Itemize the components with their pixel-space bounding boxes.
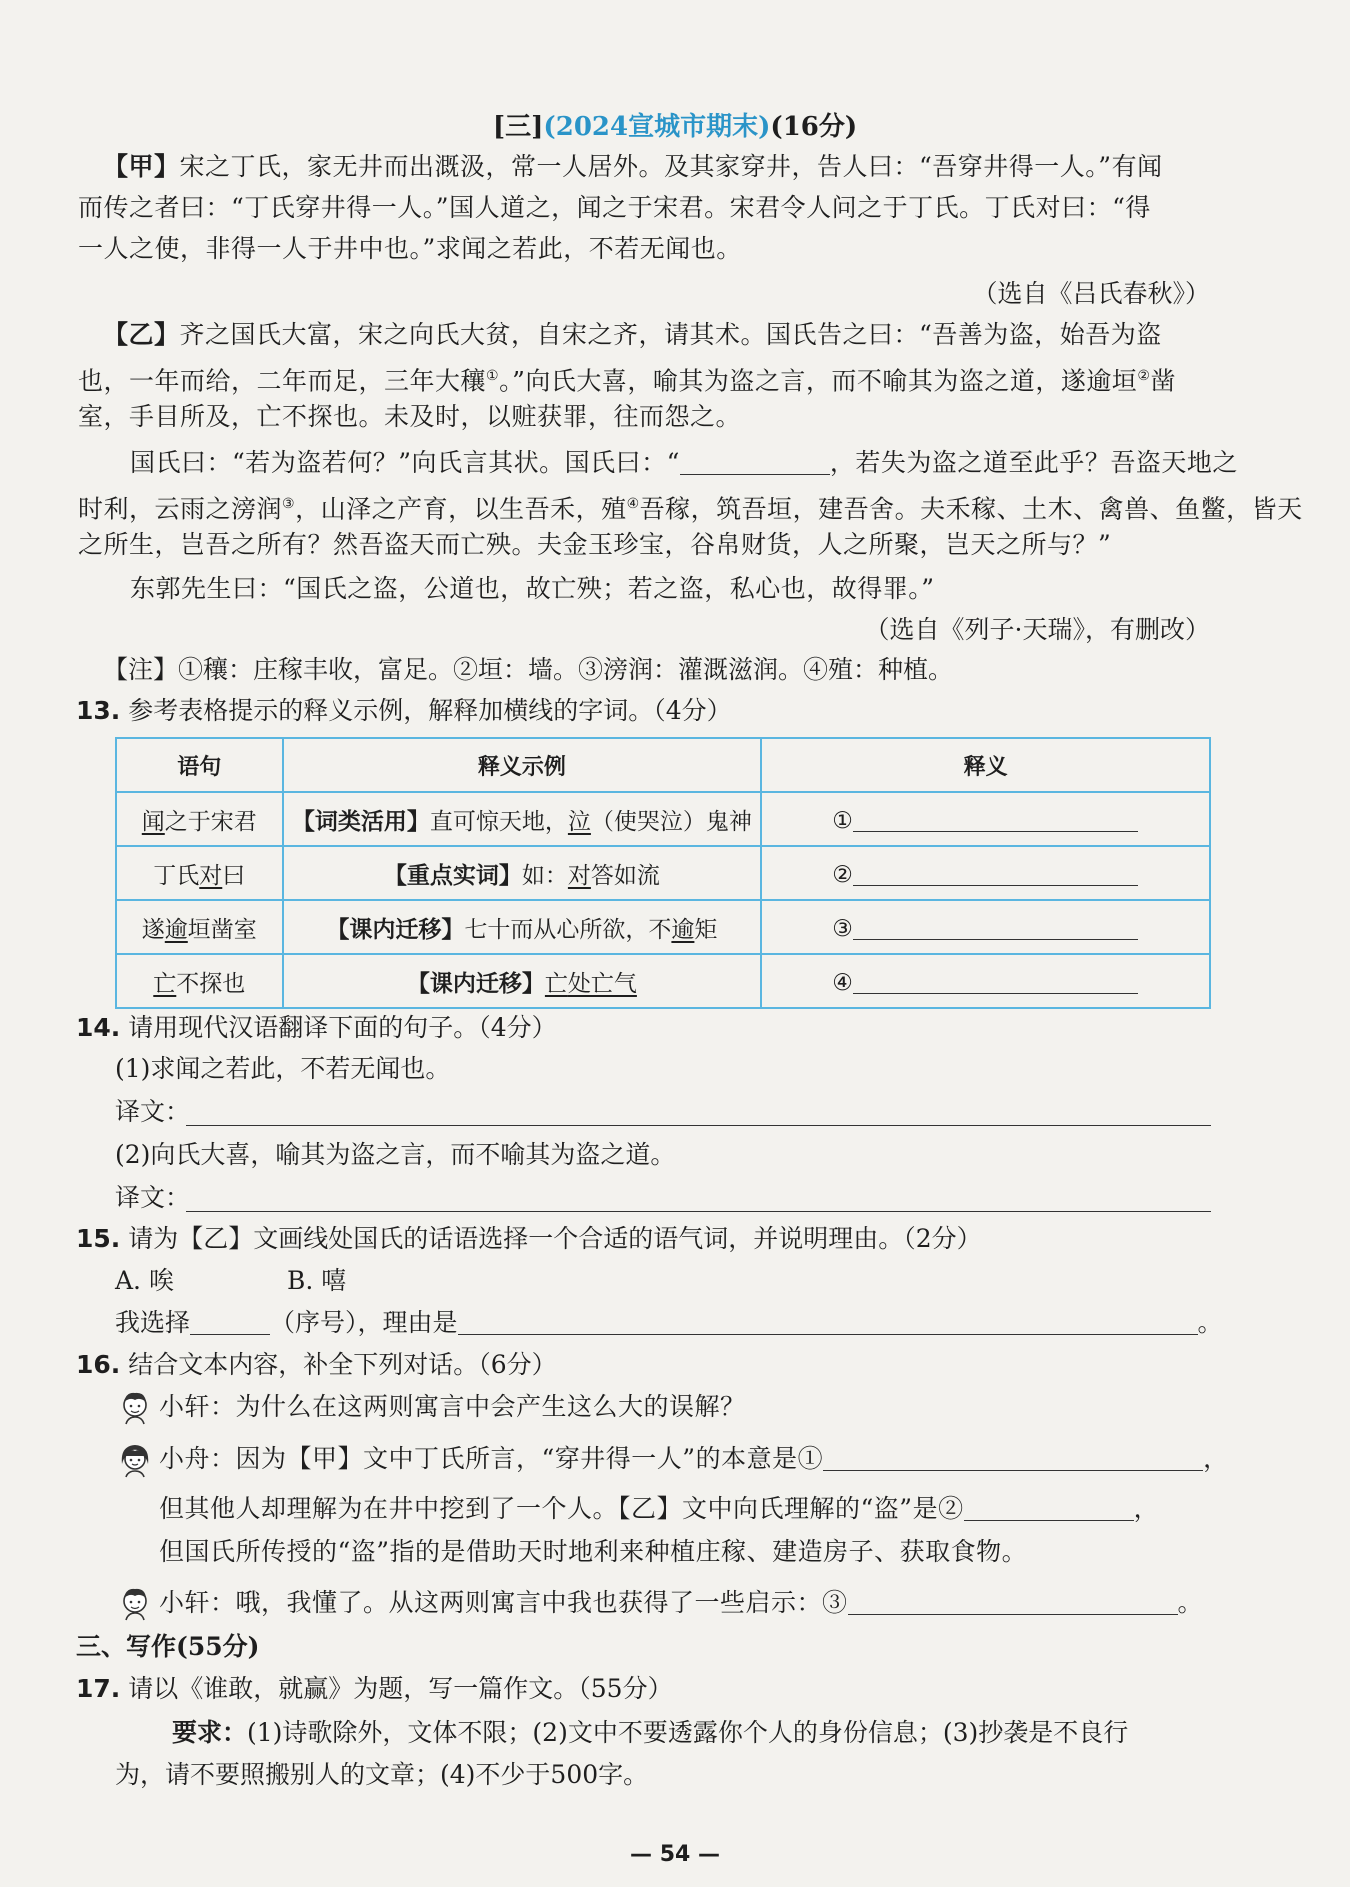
- table-header-row: [116, 738, 1210, 792]
- passage-b-line-7: 东郭先生曰：“国氏之盗，公道也，故亡殃；若之盗，私心也，故得罪。”: [130, 574, 935, 603]
- table-header: 语句: [116, 738, 283, 792]
- boy-avatar-icon: [118, 1585, 152, 1621]
- notes: 【注】①穰：庄稼丰收，富足。②垣：墙。③滂润：灌溉滋润。④殖：种植。: [103, 655, 954, 684]
- requirements-label: 要求：: [172, 1718, 248, 1747]
- passage-b-line-6: 之所生，岂吾之所有？然吾盗天而亡殃。夫金玉珍宝，谷帛财货，人之所聚，岂天之所与？”: [78, 530, 1112, 559]
- example-cell: 【课内迁移】亡处亡气: [283, 954, 762, 1008]
- footnote-marker-3: ③: [282, 496, 296, 512]
- sentence-cell: 闻之于宋君: [116, 792, 283, 846]
- question-13: 13. 参考表格提示的释义示例，解释加横线的字词。（4分）: [76, 696, 732, 725]
- answer-cell[interactable]: ④: [761, 954, 1210, 1008]
- answer-blank[interactable]: [853, 805, 1138, 832]
- footnote-marker-2: ②: [1137, 368, 1151, 384]
- passage-a-tag: 【甲】: [103, 152, 180, 181]
- answer-blank[interactable]: [853, 967, 1138, 994]
- passage-b-line-1: 【乙】齐之国氏大富，宋之向氏大贫，自宋之齐，请其术。国氏告之曰：“吾善为盗，始吾为盗: [103, 320, 1162, 349]
- example-cell: 【词类活用】直可惊天地，泣（使哭泣）鬼神: [283, 792, 762, 846]
- passage-b-line-3: 室，手目所及，亡不探也。未及时，以赃获罪，往而怨之。: [78, 402, 742, 431]
- passage-b-line-2: 也，一年而给，二年而足，三年大穰①。”向氏大喜，喻其为盗之言，而不喻其为盗之道，遂逾垣②凿: [78, 366, 1176, 396]
- q17-requirements-1: 要求：(1)诗歌除外，文体不限；(2)文中不要透露你个人的身份信息；(3)抄袭是不良行: [172, 1718, 1129, 1747]
- section-title: [0, 106, 1350, 143]
- question-number: 17.: [76, 1674, 121, 1703]
- translation-line-1[interactable]: [186, 1125, 1211, 1126]
- section-score: (16分): [770, 112, 858, 142]
- passage-a-source: （选自《吕氏春秋》）: [972, 279, 1210, 308]
- sentence-cell: 丁氏对曰: [116, 846, 283, 900]
- passage-b-source: （选自《列子·天瑞》，有删改）: [864, 615, 1210, 644]
- question-number: 16.: [76, 1350, 121, 1379]
- choice-blank[interactable]: [190, 1308, 270, 1335]
- passage-b-tag: 【乙】: [103, 320, 180, 349]
- translation-line-2[interactable]: [186, 1211, 1211, 1212]
- page-number: — 54 —: [630, 1842, 720, 1867]
- table-header: 释义示例: [283, 738, 762, 792]
- answer-blank[interactable]: [853, 859, 1138, 886]
- table-row: [116, 792, 1210, 846]
- question-number: 15.: [76, 1224, 121, 1253]
- example-cell: 【课内迁移】七十而从心所欲，不逾矩: [283, 900, 762, 954]
- q15-answer-line: 我选择 （序号），理由是 。: [115, 1308, 1223, 1337]
- passage-a-line-2: 而传之者曰：“丁氏穿井得一人。”国人道之，闻之于宋君。宋君令人问之于丁氏。丁氏对曰：“得: [78, 193, 1151, 222]
- q14-label-2: 译文：: [115, 1183, 191, 1212]
- table-header: 释义: [761, 738, 1210, 792]
- footnote-marker-1: ①: [486, 368, 500, 384]
- q14-sentence-1: (1)求闻之若此，不若无闻也。: [115, 1054, 451, 1083]
- passage-a-line-1: 【甲】宋之丁氏，家无井而出溉汲，常一人居外。及其家穿井，告人曰：“吾穿井得一人。”有闻: [103, 152, 1163, 181]
- dialogue-1: 小轩：为什么在这两则寓言中会产生这么大的误解？: [159, 1392, 746, 1421]
- answer-cell[interactable]: ①: [761, 792, 1210, 846]
- passage-b-line-5: 时利，云雨之滂润③，山泽之产育，以生吾禾，殖④吾稼，筑吾垣，建吾舍。夫禾稼、土木、禽兽、鱼鳖，皆天: [78, 494, 1303, 524]
- sentence-cell: 遂逾垣凿室: [116, 900, 283, 954]
- question-15: 15. 请为【乙】文画线处国氏的话语选择一个合适的语气词，并说明理由。（2分）: [76, 1224, 982, 1253]
- question-16: 16. 结合文本内容，补全下列对话。（6分）: [76, 1350, 557, 1379]
- reason-blank[interactable]: [458, 1308, 1198, 1335]
- table-row: [116, 900, 1210, 954]
- option-b: B. 嘻: [287, 1266, 347, 1295]
- underlined-speech-blank[interactable]: [680, 448, 830, 475]
- meaning-table: [115, 737, 1211, 1009]
- passage-a-line-3: 一人之使，非得一人于井中也。”求闻之若此，不若无闻也。: [78, 234, 742, 263]
- passage-b-line-4: 国氏曰：“若为盗若何？”向氏言其状。国氏曰：“ ，若失为盗之道至此乎？吾盗天地之: [130, 448, 1238, 477]
- boy-avatar-icon: [118, 1389, 152, 1425]
- part-3-title: 三、写作(55分): [76, 1632, 260, 1661]
- sentence-cell: 亡不探也: [116, 954, 283, 1008]
- table-row: [116, 954, 1210, 1008]
- section-source: (2024宣城市期末): [543, 112, 771, 142]
- dialogue-blank-3[interactable]: [848, 1588, 1178, 1615]
- q17-requirements-2: 为，请不要照搬别人的文章；(4)不少于500字。: [115, 1760, 649, 1789]
- q14-label-1: 译文：: [115, 1097, 191, 1126]
- girl-avatar-icon: [118, 1442, 152, 1478]
- dialogue-3: 但其他人却理解为在井中挖到了一个人。【乙】文中向氏理解的“盗”是② ，: [159, 1494, 1160, 1523]
- footnote-marker-4: ④: [626, 496, 640, 512]
- question-14: 14. 请用现代汉语翻译下面的句子。（4分）: [76, 1013, 557, 1042]
- q14-sentence-2: (2)向氏大喜，喻其为盗之言，而不喻其为盗之道。: [115, 1140, 676, 1169]
- answer-blank[interactable]: [853, 913, 1138, 940]
- question-number: 14.: [76, 1013, 121, 1042]
- answer-cell[interactable]: ③: [761, 900, 1210, 954]
- question-17: 17. 请以《谁敢，就赢》为题，写一篇作文。（55分）: [76, 1674, 673, 1703]
- dialogue-blank-2[interactable]: [964, 1494, 1134, 1521]
- dialogue-5: 小轩：哦，我懂了。从这两则寓言中我也获得了一些启示：③ 。: [159, 1588, 1204, 1617]
- dialogue-4: 但国氏所传授的“盗”指的是借助天时地利来种植庄稼、建造房子、获取食物。: [159, 1537, 1028, 1566]
- option-a: A. 唉: [115, 1266, 174, 1295]
- dialogue-blank-1[interactable]: [823, 1444, 1203, 1471]
- section-number: [三]: [492, 112, 544, 142]
- answer-cell[interactable]: ②: [761, 846, 1210, 900]
- table-row: [116, 846, 1210, 900]
- dialogue-2: 小舟：因为【甲】文中丁氏所言，“穿井得一人”的本意是① ，: [159, 1444, 1229, 1473]
- example-cell: 【重点实词】如：对答如流: [283, 846, 762, 900]
- question-number: 13.: [76, 696, 121, 725]
